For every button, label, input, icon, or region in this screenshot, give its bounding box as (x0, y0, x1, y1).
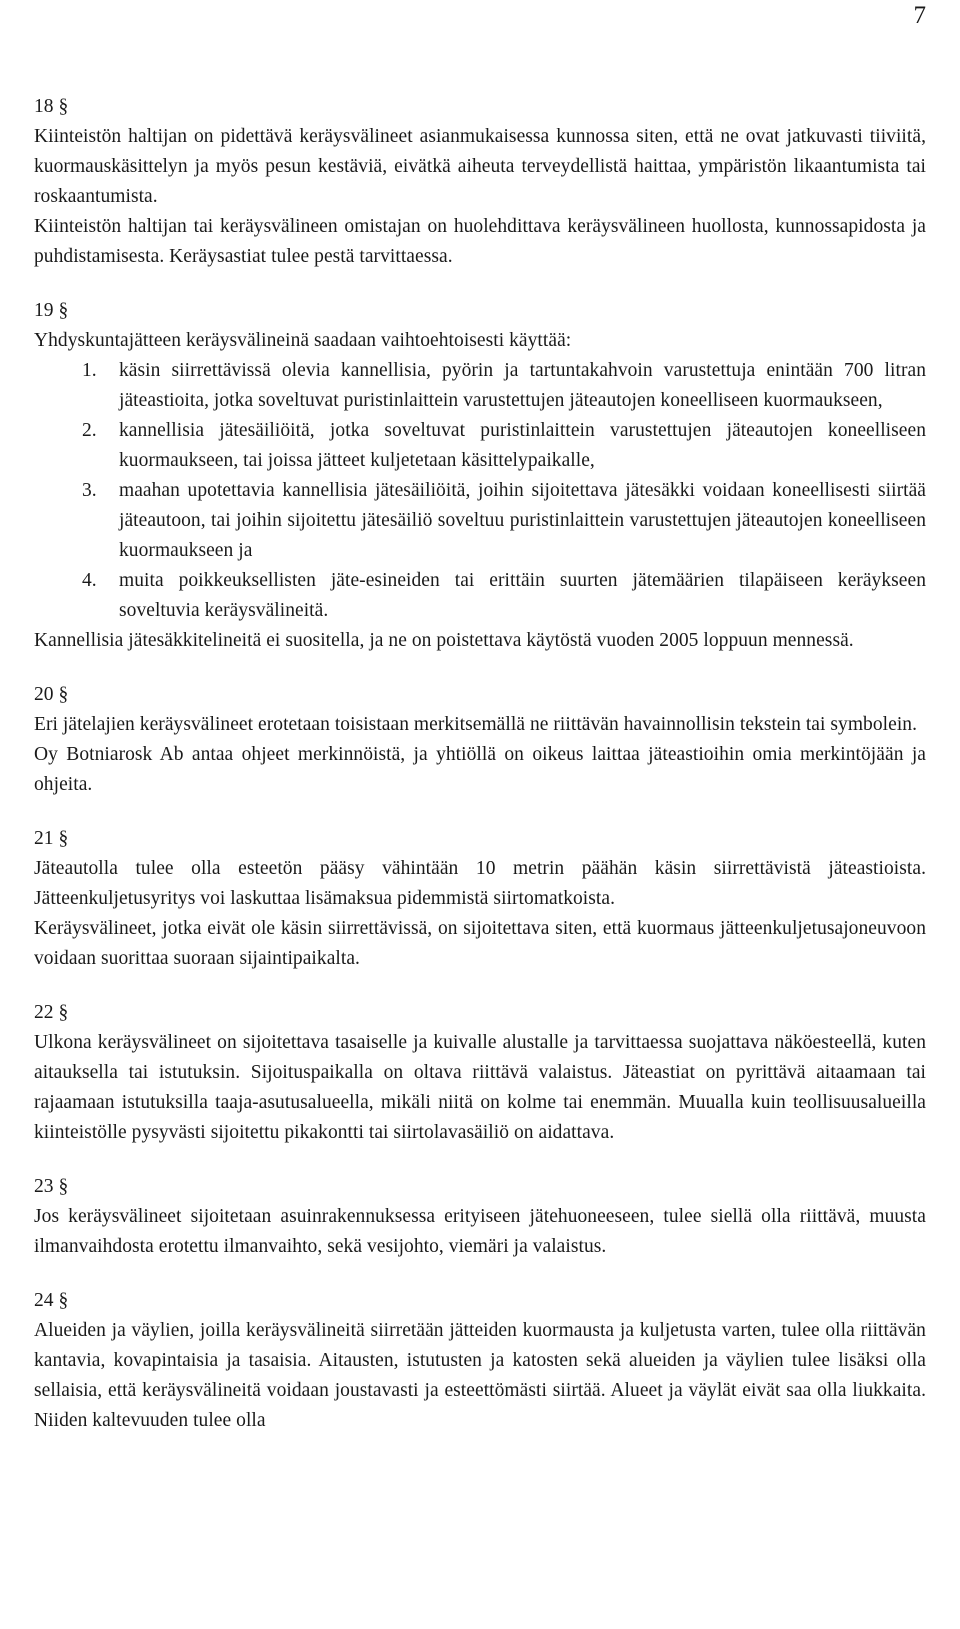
container-list (34, 356, 926, 626)
section-18 (34, 92, 926, 272)
paragraph: Kiinteistön haltijan on pidettävä keräysvälineet asianmukaisessa kunnossa siten, että ne ovat jatkuvasti tiiviitä, kuormauskäsittelyn ja myös pesun kestäviä, eivätkä aiheuta terveydellistä haittaa, ympäristön likaantumista tai roskaantumista. (34, 126, 926, 207)
paragraph: Ulkona keräysvälineet on sijoitettava tasaiselle ja kuivalle alustalle ja tarvittaessa suojattava näköesteellä, kuten aitauksella tai istutuksin. Sijoituspaikalla on oltava riittävä valaistus. Jäteastiat on pyrittävä aitaamaan tai rajaamaan istutuksilla taaja-asutusalueella, mikäli niitä on kolme tai enemmän. Muualla kuin teollisuusalueilla kiinteistölle pysyvästi sijoitettu pikakontti tai siirtolavasäiliö on aidattava. (34, 1032, 926, 1143)
section-21 (34, 824, 926, 974)
section-20 (34, 680, 926, 800)
document-content (34, 92, 926, 1460)
paragraph: Jäteautolla tulee olla esteetön pääsy vähintään 10 metrin päähän käsin siirrettävistä jäteastioista. Jätteenkuljetusyritys voi laskuttaa lisämaksua pidemmistä siirtomatkoista. (34, 858, 926, 909)
section-heading: 18 § (34, 96, 69, 117)
list-item-number: 2. (82, 420, 97, 441)
list-item (34, 476, 926, 566)
document-page (34, 0, 926, 1629)
list-item-text: käsin siirrettävissä olevia kannellisia, pyörin ja tartuntakahvoin varustettuja enintään 700 litran jäteastioita, jotka soveltuvat puristinlaittein varustettujen jäteautojen koneelliseen kuormaukseen, (119, 360, 926, 411)
list-item-text: kannellisia jätesäiliöitä, jotka soveltuvat puristinlaittein varustettujen jäteautojen koneelliseen kuormaukseen, tai joissa jätteet kuljetetaan käsittelypaikalle, (119, 420, 926, 471)
list-item-number: 1. (82, 360, 97, 381)
section-19 (34, 296, 926, 656)
list-item-text: muita poikkeuksellisten jäte-esineiden tai erittäin suurten jätemäärien tilapäiseen keräykseen soveltuvia keräysvälineitä. (119, 570, 926, 621)
section-23 (34, 1172, 926, 1262)
section-heading: 22 § (34, 1002, 69, 1023)
paragraph: Jos keräysvälineet sijoitetaan asuinrakennuksessa erityiseen jätehuoneeseen, tulee siellä olla riittävä, muusta ilmanvaihdosta erotettu ilmanvaihto, sekä vesijohto, viemäri ja valaistus. (34, 1206, 926, 1257)
list-intro: Yhdyskuntajätteen keräysvälineinä saadaan vaihtoehtoisesti käyttää: (34, 330, 572, 351)
list-item (34, 416, 926, 476)
list-item (34, 566, 926, 626)
section-24 (34, 1286, 926, 1436)
paragraph: Eri jätelajien keräysvälineet erotetaan toisistaan merkitsemällä ne riittävän havainnollisin tekstein tai symbolein. (34, 714, 918, 735)
section-heading: 23 § (34, 1176, 69, 1197)
paragraph: Oy Botniarosk Ab antaa ohjeet merkinnöistä, ja yhtiöllä on oikeus laittaa jäteastioihin omia merkintöjään ja ohjeita. (34, 744, 926, 795)
list-item-number: 4. (82, 570, 97, 591)
section-heading: 19 § (34, 300, 69, 321)
page-number: 7 (913, 2, 926, 29)
section-22 (34, 998, 926, 1148)
paragraph: Kannellisia jätesäkkitelineitä ei suositella, ja ne on poistettava käytöstä vuoden 2005 loppuun mennessä. (34, 630, 854, 651)
paragraph: Alueiden ja väylien, joilla keräysvälineitä siirretään jätteiden kuormausta ja kuljetusta varten, tulee olla riittävän kantavia, kovapintaisia ja tasaisia. Aitausten, istutusten ja katosten sekä alueiden ja väylien tulee lisäksi olla sellaisia, että keräysvälineitä voidaan joustavasti ja esteettömästi siirtää. Alueet ja väylät eivät saa olla liukkaita. Niiden kaltevuuden tulee olla (34, 1320, 926, 1431)
section-heading: 20 § (34, 684, 69, 705)
list-item-number: 3. (82, 480, 97, 501)
section-heading: 21 § (34, 828, 69, 849)
section-heading: 24 § (34, 1290, 69, 1311)
list-item (34, 356, 926, 416)
paragraph: Kiinteistön haltijan tai keräysvälineen omistajan on huolehdittava keräysvälineen huollosta, kunnossapidosta ja puhdistamisesta. Keräysastiat tulee pestä tarvittaessa. (34, 216, 926, 267)
list-item-text: maahan upotettavia kannellisia jätesäiliöitä, joihin sijoitettava jätesäkki voidaan koneellisesti siirtää jäteautoon, tai joihin sijoitettu jätesäiliö soveltuu puristinlaittein varustettujen jäteautojen koneelliseen kuormaukseen ja (119, 480, 926, 561)
paragraph: Keräysvälineet, jotka eivät ole käsin siirrettävissä, on sijoitettava siten, että kuormaus jätteenkuljetusajoneuvoon voidaan suorittaa suoraan sijaintipaikalta. (34, 918, 926, 969)
